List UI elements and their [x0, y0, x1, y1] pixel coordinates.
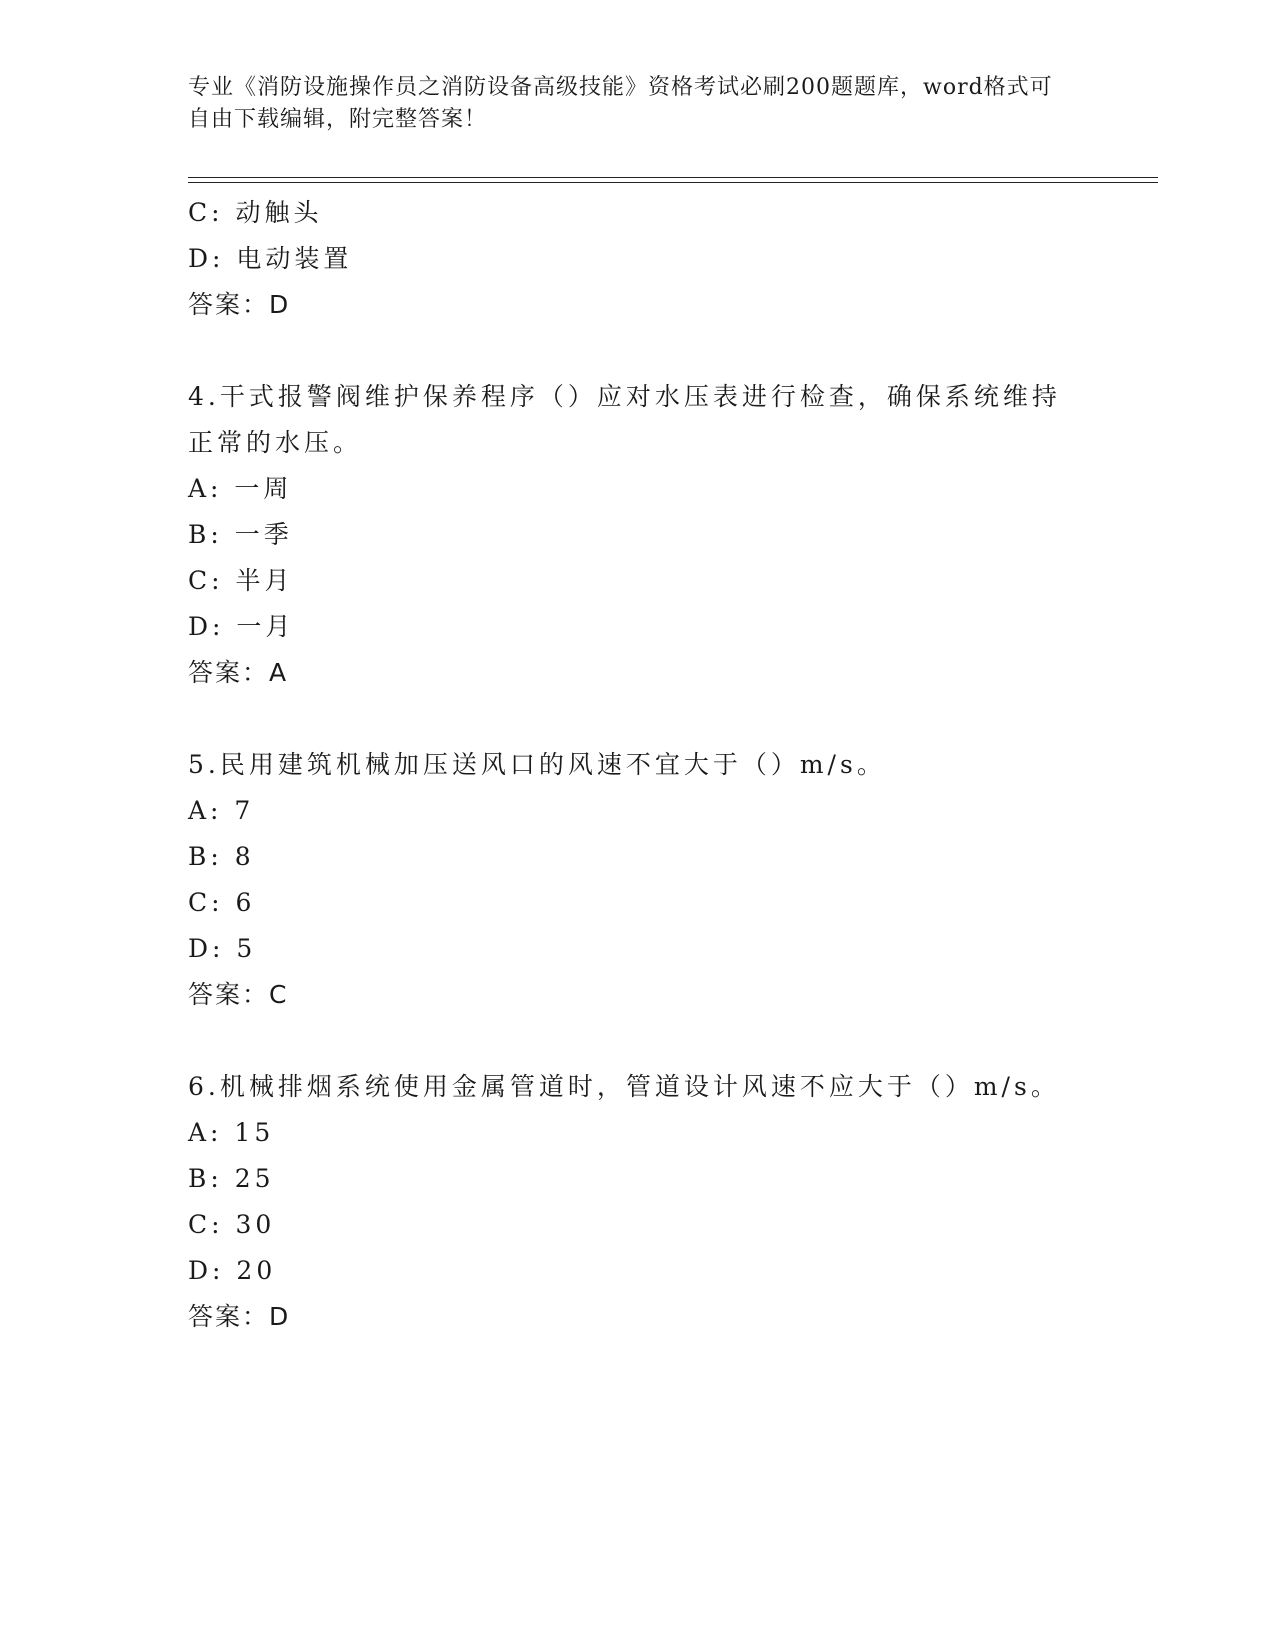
document-header: 专业《消防设施操作员之消防设备高级技能》资格考试必刷200题题库，word格式可自由下载编辑，附完整答案！ — [188, 75, 1053, 132]
option-c: C: 6 — [188, 888, 256, 917]
option-b: B: 8 — [188, 842, 255, 871]
option-d: D: 20 — [188, 1256, 277, 1285]
question-stem: 6.机械排烟系统使用金属管道时，管道设计风速不应大于（）m/s。 — [188, 1072, 1060, 1101]
option-d: D: 一月 — [188, 612, 295, 641]
answer-label: 答案：D — [188, 290, 291, 319]
option-c: C: 半月 — [188, 566, 294, 595]
header-rule-bottom — [188, 182, 1158, 183]
question-3-tail — [188, 190, 1088, 328]
option-d: D: 5 — [188, 934, 257, 963]
option-a: A: 7 — [188, 796, 255, 825]
option-a: A: 15 — [188, 1118, 275, 1147]
answer-label: 答案：D — [188, 1302, 291, 1331]
answer-label: 答案：A — [188, 658, 289, 687]
answer-label: 答案：C — [188, 980, 289, 1009]
option-c: C: 30 — [188, 1210, 276, 1239]
question-4 — [188, 374, 1088, 696]
option-c: C: 动触头 — [188, 198, 323, 227]
question-6 — [188, 1064, 1088, 1340]
question-stem: 4.干式报警阀维护保养程序（）应对水压表进行检查，确保系统维持正常的水压。 — [188, 382, 1061, 457]
question-list — [188, 190, 1088, 1386]
question-5 — [188, 742, 1088, 1018]
header-rule-top — [188, 177, 1158, 178]
option-a: A: 一周 — [188, 474, 293, 503]
question-stem: 5.民用建筑机械加压送风口的风速不宜大于（）m/s。 — [188, 750, 886, 779]
option-b: B: 25 — [188, 1164, 275, 1193]
option-d: D: 电动装置 — [188, 244, 353, 273]
option-b: B: 一季 — [188, 520, 293, 549]
